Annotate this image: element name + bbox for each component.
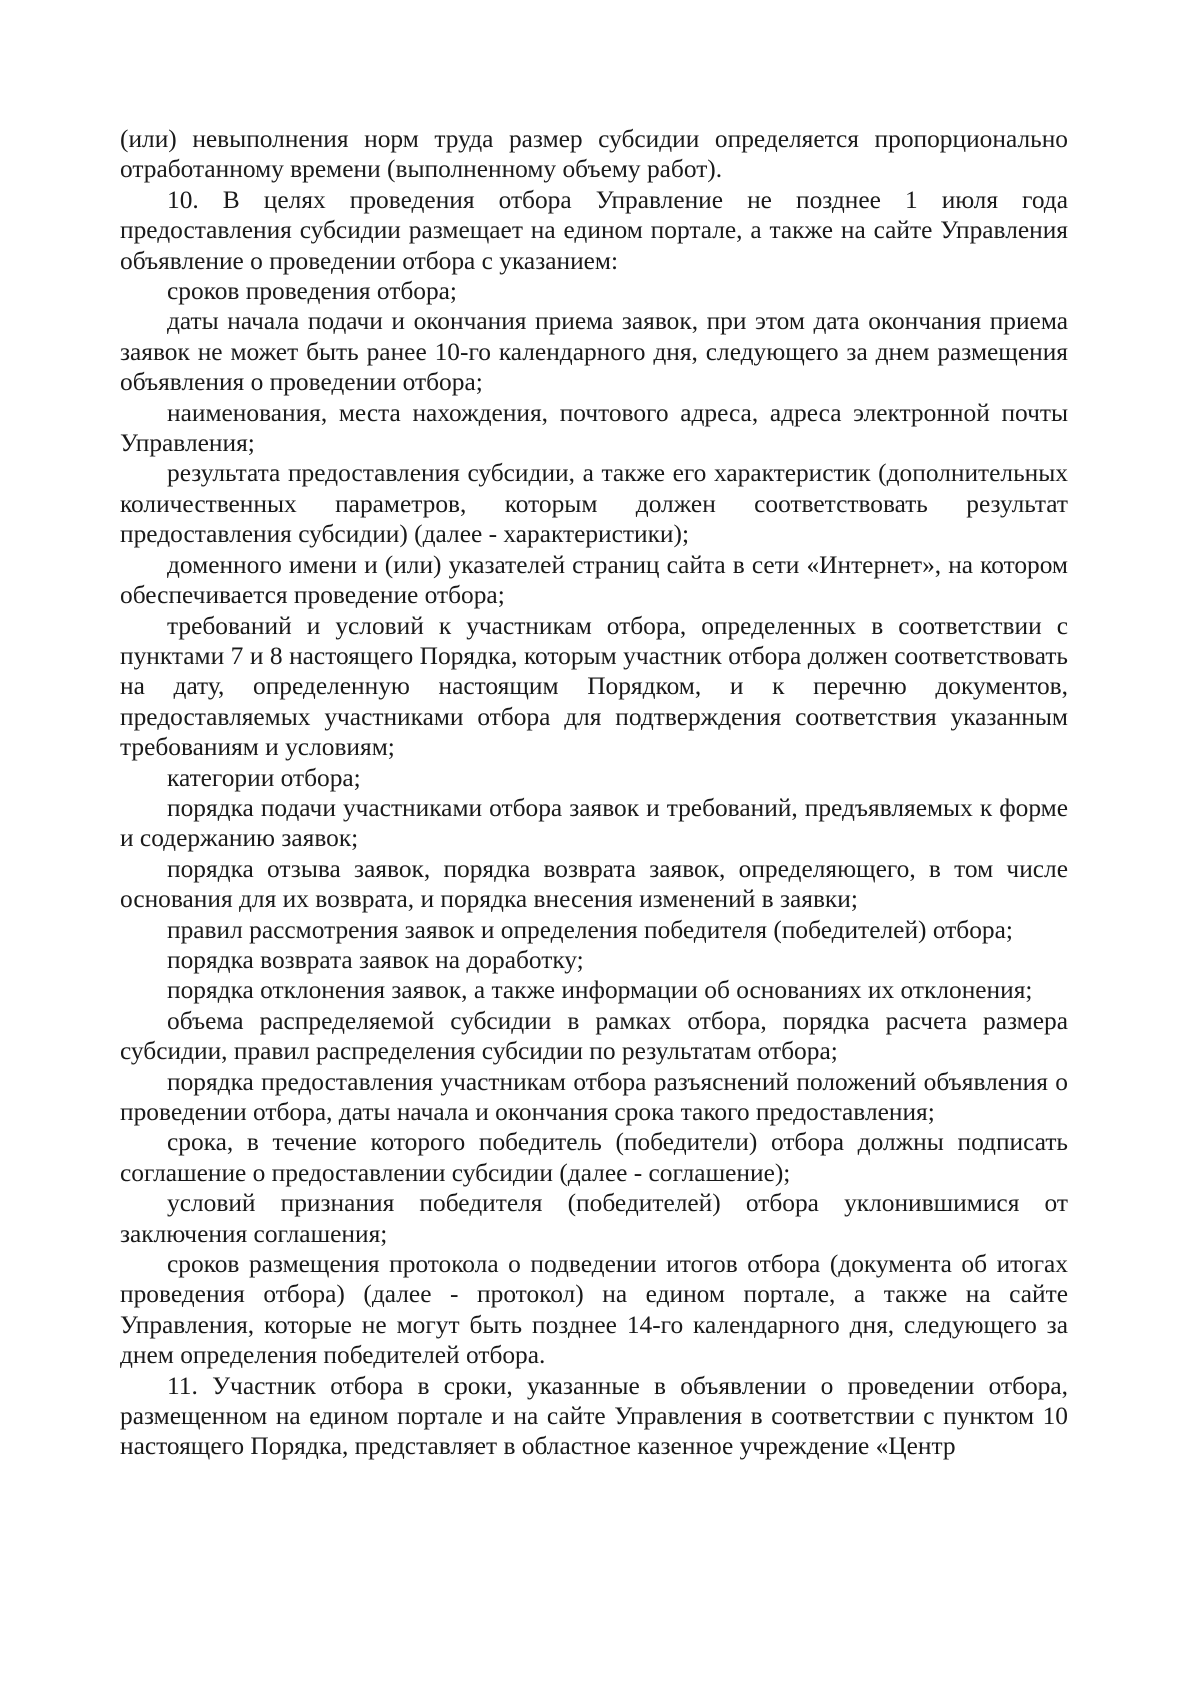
list-item: даты начала подачи и окончания приема заявок, при этом дата окончания приема заявок не может быть ранее 10-го календарного дня, следующего за днем размещения объявления о проведении отбора;	[120, 307, 1068, 397]
list-item: категории отбора;	[167, 763, 361, 792]
paragraph-item-11: 11. Участник отбора в сроки, указанные в объявлении о проведении отбора, размещенном на едином портале и на сайте Управления в соответствии с пунктом 10 настоящего Порядка, представляет в областное казенное учреждение «Центр	[120, 1371, 1068, 1461]
list-item: сроков размещения протокола о подведении итогов отбора (документа об итогах проведения отбора) (далее - протокол) на едином портале, а также на сайте Управления, которые не могут быть позднее 14-го календарного дня, следующего за днем определения победителей отбора.	[120, 1250, 1068, 1370]
paragraph-item-10: 10. В целях проведения отбора Управление не позднее 1 июля года предоставления субсидии размещает на едином портале, а также на сайте Управления объявление о проведении отбора с указанием:	[120, 185, 1068, 275]
list-item: порядка отзыва заявок, порядка возврата заявок, определяющего, в том числе основания для их возврата, и порядка внесения изменений в заявки;	[120, 854, 1068, 914]
list-item: порядка подачи участниками отбора заявок и требований, предъявляемых к форме и содержанию заявок;	[120, 793, 1068, 853]
document-body	[120, 124, 1068, 1462]
list-item: порядка отклонения заявок, а также информации об основаниях их отклонения;	[167, 976, 1033, 1005]
list-item: условий признания победителя (победителей) отбора уклонившимися от заключения соглашения;	[120, 1189, 1068, 1248]
list-item: результата предоставления субсидии, а также его характеристик (дополнительных количественных параметров, которым должен соответствовать результат предоставления субсидии) (далее - характеристики);	[120, 459, 1068, 549]
list-item: доменного имени и (или) указателей страниц сайта в сети «Интернет», на котором обеспечивается проведение отбора;	[120, 550, 1068, 610]
list-item: наименования, места нахождения, почтового адреса, адреса электронной почты Управления;	[120, 398, 1068, 458]
list-item: порядка возврата заявок на доработку;	[167, 945, 584, 974]
list-item: требований и условий к участникам отбора, определенных в соответствии с пунктами 7 и 8 настоящего Порядка, которым участник отбора должен соответствовать на дату, определенную настоящим Порядком, и к перечню документов, предоставляемых участниками отбора для подтверждения соответствия указанным требованиям и условиям;	[120, 611, 1068, 762]
list-item: правил рассмотрения заявок и определения победителя (победителей) отбора;	[167, 915, 1013, 944]
list-item: срока, в течение которого победитель (победители) отбора должны подписать соглашение о предоставлении субсидии (далее - соглашение);	[120, 1128, 1068, 1187]
paragraph-continuation: (или) невыполнения норм труда размер субсидии определяется пропорционально отработанному времени (выполненному объему работ).	[120, 125, 1068, 184]
list-item: порядка предоставления участникам отбора разъяснений положений объявления о проведении отбора, даты начала и окончания срока такого предоставления;	[120, 1067, 1068, 1126]
list-item: объема распределяемой субсидии в рамках отбора, порядка расчета размера субсидии, правил распределения субсидии по результатам отбора;	[120, 1006, 1068, 1066]
list-item: сроков проведения отбора;	[167, 277, 457, 306]
